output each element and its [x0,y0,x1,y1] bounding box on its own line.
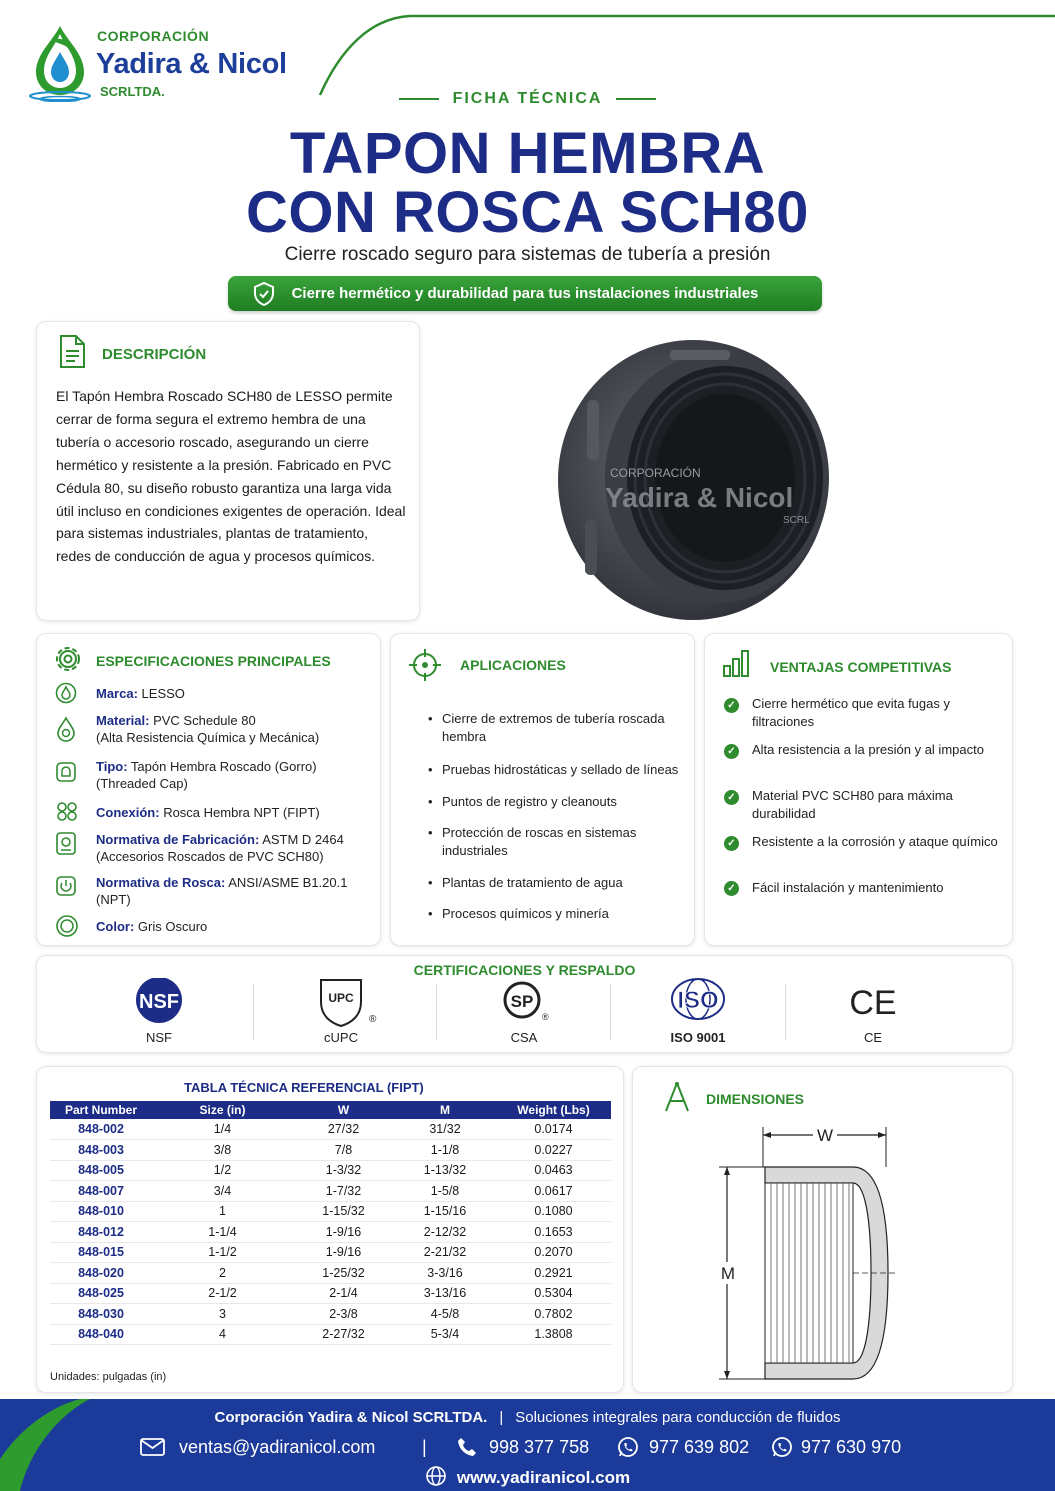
spec-color: Color: Gris Oscuro [96,919,208,934]
csa-logo-mark: SP [510,992,534,1011]
table-cell: 2-1/4 [293,1283,394,1304]
upc-logo-icon [281,978,401,1028]
check-icon: ✓ [724,836,739,851]
table-cell: 7/8 [293,1140,394,1161]
table-cell: 0.7802 [496,1304,611,1325]
cert-label: cUPC [324,1030,358,1045]
units-note: Unidades: pulgadas (in) [50,1371,167,1383]
spec-tipo: Tipo: Tapón Hembra Roscado (Gorro) (Threaded Cap) [96,759,317,791]
description-text: El Tapón Hembra Roscado SCH80 de LESSO permite cerrar de forma segura el extremo hembra de una tubería o accesorio roscado, asegurando un cierre hermético y resistente a la presión. Fabricado en PVC Cédula 80, su diseño robusto garantiza una larga vida útil incluso en condiciones exigentes de operación. Ideal para sistemas industriales, plantas de tratamiento, redes de conducción de agua y procesos químicos. [56,388,406,565]
table-cell: 2-27/32 [293,1324,394,1345]
part-number-cell: 848-012 [50,1222,152,1243]
table-cell: 1-15/32 [293,1201,394,1222]
table-row [50,1119,611,1140]
registered-mark: ® [542,1012,549,1022]
application-item: • Cierre de extremos de tubería roscada hembra [428,710,688,746]
column-header: Part Number [50,1101,152,1119]
table-row [50,1242,611,1263]
header-green-curve [300,0,1055,100]
cert-label: ISO 9001 [670,1030,726,1045]
part-number-cell: 848-010 [50,1201,152,1222]
cert-iso [638,978,758,1048]
divider [785,984,786,1040]
technical-table-card [36,1066,624,1393]
footer-separator: | [422,1437,427,1457]
highlight-banner [228,276,822,311]
part-number-cell: 848-020 [50,1263,152,1284]
part-number-cell: 848-003 [50,1140,152,1161]
application-item: • Plantas de tratamiento de agua [428,874,688,892]
table-cell: 1-5/8 [394,1181,496,1202]
column-header: W [293,1101,394,1119]
table-cell: 0.2070 [496,1242,611,1263]
divider [436,984,437,1040]
footer-phone-3[interactable]: 977 630 970 [801,1437,902,1457]
table-cell: 4 [152,1324,293,1345]
table-cell: 1/2 [152,1160,293,1181]
table-row [50,1283,611,1304]
material-drop-icon [55,716,77,742]
table-header-row [50,1101,611,1119]
application-item: • Protección de roscas en sistemas industriales [428,824,688,860]
table-cell: 0.0174 [496,1119,611,1140]
table-cell: 3 [152,1304,293,1325]
divider [253,984,254,1040]
footer-email[interactable]: ventas@yadiranicol.com [179,1437,376,1457]
table-cell: 0.1653 [496,1222,611,1243]
part-number-cell: 848-030 [50,1304,152,1325]
banner-text: Cierre hermético y durabilidad para tus instalaciones industriales [291,285,759,302]
applications-title: APLICACIONES [460,657,566,673]
bar-chart-icon [721,648,751,678]
part-number-cell: 848-002 [50,1119,152,1140]
check-icon: ✓ [724,790,739,805]
table-cell: 1/4 [152,1119,293,1140]
table-row [50,1201,611,1222]
check-icon: ✓ [724,881,739,896]
table-cell: 1-13/32 [394,1160,496,1181]
upc-logo-mark: UPC [328,991,354,1005]
product-watermark-name: Yadira & Nicol [605,482,794,513]
table-row [50,1324,611,1345]
column-header: Size (in) [152,1101,293,1119]
whatsapp-icon [617,1436,639,1458]
table-cell: 27/32 [293,1119,394,1140]
table-row [50,1222,611,1243]
table-cell: 3-13/16 [394,1283,496,1304]
table-cell: 31/32 [394,1119,496,1140]
table-cell: 0.0463 [496,1160,611,1181]
color-ring-icon [55,914,79,938]
table-cell: 3/8 [152,1140,293,1161]
brand-name: Yadira & Nicol [96,48,287,80]
certifications-title: CERTIFICACIONES Y RESPALDO [413,962,636,978]
thread-standard-icon [55,874,77,898]
ce-logo-mark: CE [849,984,897,1022]
cap-dimension-drawing [713,1117,913,1387]
footer-company-line: Corporación Yadira & Nicol SCRLTDA. | Soluciones integrales para conducción de fluidos [214,1409,841,1426]
page-title-line2: CON ROSCA SCH80 [246,180,809,245]
gear-icon [51,642,85,676]
advantage-item: Cierre hermético que evita fugas y filtraciones [752,696,950,729]
table-row [50,1304,611,1325]
table-cell: 0.0227 [496,1140,611,1161]
table-cell: 3/4 [152,1181,293,1202]
table-cell: 1-3/32 [293,1160,394,1181]
advantages-title: VENTAJAS COMPETITIVAS [770,659,952,675]
footer-phone-1[interactable]: 998 377 758 [489,1437,590,1457]
advantages-card [704,633,1013,946]
description-card [36,321,420,621]
advantage-item: Alta resistencia a la presión y al impacto [752,742,984,757]
footer-website[interactable]: www.yadiranicol.com [456,1468,631,1487]
table-cell: 2-12/32 [394,1222,496,1243]
table-title: TABLA TÉCNICA REFERENCIAL (FIPT) [184,1080,424,1095]
table-cell: 1-25/32 [293,1263,394,1284]
table-cell: 1-1/2 [152,1242,293,1263]
csa-logo-icon [464,978,584,1028]
table-cell: 0.1080 [496,1201,611,1222]
cert-label: CE [863,1030,883,1045]
column-header: M [394,1101,496,1119]
cert-nsf [99,978,219,1048]
description-title: DESCRIPCIÓN [102,346,207,363]
cert-cupc [281,978,401,1048]
product-watermark-top: CORPORACIÓN [610,466,701,480]
footer-tagline: Soluciones integrales para conducción de fluidos [515,1409,841,1426]
brand-sub-text: SCRLTDA. [100,84,165,99]
footer-website-line [0,1465,1055,1488]
advantage-item: Material PVC SCH80 para máxima durabilidad [752,788,953,821]
phone-icon [457,1437,477,1457]
nsf-logo-mark: NSF [139,991,179,1013]
advantage-item: Fácil instalación y mantenimiento [752,880,944,895]
table-row [50,1160,611,1181]
standard-certificate-icon [55,831,77,857]
envelope-icon [140,1438,165,1456]
eyebrow-label: FICHA TÉCNICA [0,90,1055,108]
table-cell: 2 [152,1263,293,1284]
application-item: • Procesos químicos y minería [428,905,688,923]
part-number-cell: 848-015 [50,1242,152,1263]
registered-mark: ® [369,1014,377,1025]
applications-card [390,633,695,946]
table-cell: 1-1/4 [152,1222,293,1243]
application-item: • Puntos de registro y cleanouts [428,793,688,811]
nsf-logo-icon [99,978,219,1028]
cap-type-icon [55,760,77,784]
spec-normativa-fabricacion: Normativa de Fabricación: ASTM D 2464 (Accesorios Roscados de PVC SCH80) [96,832,344,864]
technical-table [50,1101,611,1345]
cert-label: NSF [146,1030,172,1045]
product-image-pvc-cap [545,330,840,625]
dimensions-card [632,1066,1013,1393]
dimension-m-label: M [720,1264,736,1283]
table-cell: 1.3808 [496,1324,611,1345]
table-cell: 1-7/32 [293,1181,394,1202]
cert-csa [464,978,584,1048]
part-number-cell: 848-007 [50,1181,152,1202]
footer-phone-2[interactable]: 977 639 802 [649,1437,750,1457]
iso-globe-logo-icon [638,978,758,1028]
whatsapp-icon [771,1436,793,1458]
shield-check-icon [252,281,276,307]
table-cell: 1-9/16 [293,1242,394,1263]
table-cell: 4-5/8 [394,1304,496,1325]
application-item: • Pruebas hidrostáticas y sellado de líneas [428,761,688,779]
ce-mark-icon [813,978,933,1028]
table-cell: 1-9/16 [293,1222,394,1243]
dimension-w-label: W [816,1126,834,1145]
target-icon [408,648,442,682]
product-watermark-sub: SCRL [783,515,810,526]
page-title-line1: TAPON HEMBRA [289,121,766,186]
table-cell: 2-1/2 [152,1283,293,1304]
table-cell: 2-3/8 [293,1304,394,1325]
table-cell: 5-3/4 [394,1324,496,1345]
table-row [50,1140,611,1161]
spec-marca: Marca: LESSO [96,686,185,701]
brand-top-text: CORPORACIÓN [97,28,210,44]
page-subtitle: Cierre roscado seguro para sistemas de tubería a presión [284,244,771,265]
part-number-cell: 848-005 [50,1160,152,1181]
specifications-title: ESPECIFICACIONES PRINCIPALES [96,653,331,669]
check-icon: ✓ [724,698,739,713]
check-icon: ✓ [724,744,739,759]
iso-logo-mark: ISO [677,987,719,1014]
part-number-cell: 848-040 [50,1324,152,1345]
table-row [50,1181,611,1202]
cert-ce [813,978,933,1048]
compass-ruler-icon [662,1081,692,1113]
specifications-card [36,633,381,946]
table-cell: 1-15/16 [394,1201,496,1222]
spec-conexion: Conexión: Rosca Hembra NPT (FIPT) [96,805,320,820]
drop-icon [55,682,77,704]
connection-icon [55,800,79,822]
table-cell: 2-21/32 [394,1242,496,1263]
cert-label: CSA [510,1030,538,1045]
table-row [50,1263,611,1284]
dimensions-title: DIMENSIONES [706,1091,805,1107]
footer-contact-line [140,1437,940,1457]
spec-material: Material: PVC Schedule 80 (Alta Resistencia Química y Mecánica) [96,713,320,745]
table-cell: 0.2921 [496,1263,611,1284]
advantage-item: Resistente a la corrosión y ataque químico [752,834,998,849]
table-cell: 1 [152,1201,293,1222]
table-cell: 1-1/8 [394,1140,496,1161]
column-header: Weight (Lbs) [496,1101,611,1119]
footer-company: Corporación Yadira & Nicol SCRLTDA. [214,1409,488,1426]
document-icon [56,334,88,370]
spec-normativa-rosca: Normativa de Rosca: ANSI/ASME B1.20.1 (NPT) [96,875,348,907]
footer [0,1399,1055,1491]
globe-icon [425,1465,447,1487]
table-cell: 0.5304 [496,1283,611,1304]
certifications-card [36,955,1013,1053]
part-number-cell: 848-025 [50,1283,152,1304]
divider [610,984,611,1040]
table-cell: 0.0617 [496,1181,611,1202]
table-cell: 3-3/16 [394,1263,496,1284]
